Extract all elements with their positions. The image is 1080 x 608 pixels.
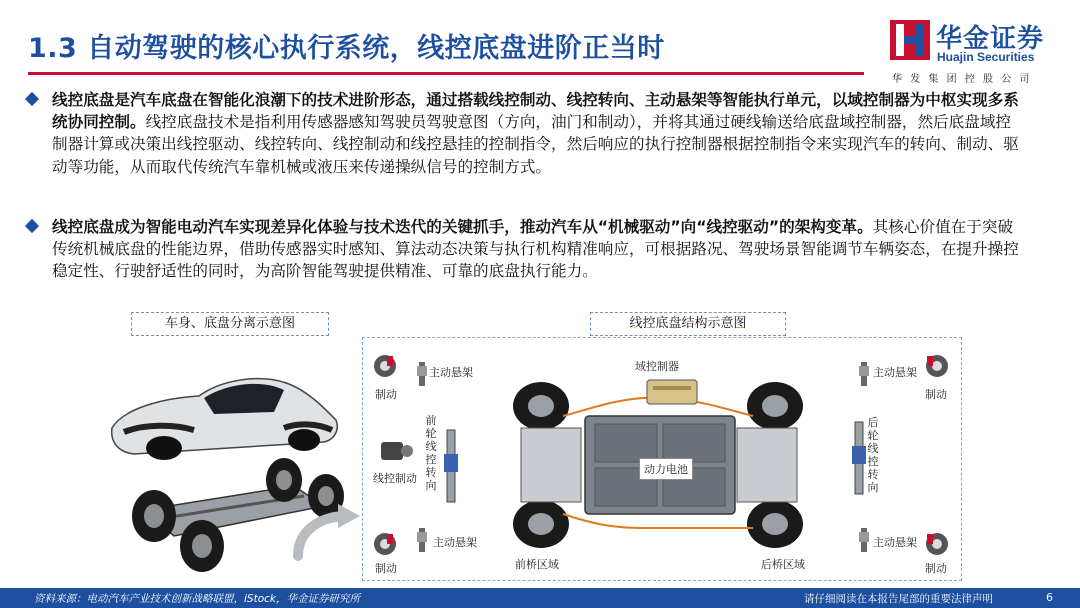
bullet-2-bold: 线控底盘成为智能电动汽车实现差异化体验与技术迭代的关键抓手，推动汽车从“机械驱动”向“线控驱动”的架构变革。 xyxy=(52,218,873,236)
brake-label-rear-bottom: 制动 xyxy=(925,562,947,575)
company-logo xyxy=(890,20,1060,85)
diamond-bullet-icon xyxy=(25,219,39,233)
brake-by-wire-unit-icon xyxy=(381,442,413,460)
car-body-image xyxy=(112,379,338,460)
front-steer-label: 前轮线控转向 xyxy=(425,414,437,492)
brake-disc-icon xyxy=(926,355,948,377)
rear-axle-label: 后桥区域 xyxy=(761,558,805,571)
battery-label: 动力电池 xyxy=(639,458,693,480)
left-figure-caption: 车身、底盘分离示意图 xyxy=(131,312,329,336)
suspension-label-front-top: 主动悬架 xyxy=(429,366,473,379)
brake-label-front-top: 制动 xyxy=(375,388,397,401)
bullet-2 xyxy=(52,216,1024,283)
front-axle-label: 前桥区域 xyxy=(515,558,559,571)
by-wire-chassis-diagram xyxy=(362,337,962,581)
bullet-2-text: 其核心价值在于突破传统机械底盘的性能边界，借助传感器实时感知、算法动态决策与执行机构精准响应，可根据路况、驾驶场景智能调节车辆姿态，在提升操控稳定性、行驶舒适性的同时，为高阶智能驾驶提供精准、可靠的底盘执行能力。 xyxy=(52,218,1019,281)
title-divider xyxy=(28,72,864,75)
footer-bar xyxy=(0,588,1080,608)
bullet-1-text: 线控底盘技术是指利用传感器感知驾驶员驾驶意图（方向，油门和制动），并将其通过硬线输送给底盘域控制器，然后底盘域控制器计算或决策出线控驱动、线控转向、线控制动和线控悬挂的控制指令，然后响应的执行控制器根据控制指令来实现汽车的转向、制动、驱动等功能，从而取代传统汽车靠机械或液压来传递操纵信号的控制方式。 xyxy=(52,113,1019,176)
suspension-label-rear-bottom: 主动悬架 xyxy=(873,536,917,549)
suspension-strut-icon xyxy=(859,528,869,552)
curved-arrow-icon xyxy=(290,500,364,564)
page-title: 1.3 自动驾驶的核心执行系统，线控底盘进阶正当时 xyxy=(28,33,665,64)
diamond-bullet-icon xyxy=(25,92,39,106)
brake-disc-icon xyxy=(374,355,396,377)
wheel-front-left-icon xyxy=(513,382,569,430)
suspension-label-front-bottom: 主动悬架 xyxy=(433,536,477,549)
front-steering-rack-icon xyxy=(444,430,458,502)
domain-controller-icon xyxy=(647,380,697,404)
brake-by-wire-label: 线控制动 xyxy=(373,472,417,485)
domain-controller-label: 域控制器 xyxy=(635,360,679,373)
bullet-1 xyxy=(52,89,1024,178)
page-number: 6 xyxy=(1046,591,1053,604)
brake-label-front-bottom: 制动 xyxy=(375,562,397,575)
suspension-strut-icon xyxy=(417,362,427,386)
wheel-front-right-icon xyxy=(513,500,569,548)
wheel-rear-right-icon xyxy=(747,500,803,548)
logo-subtitle: 华发集团控股公司 xyxy=(892,74,1038,85)
brake-disc-icon xyxy=(374,533,396,555)
suspension-strut-icon xyxy=(859,362,869,386)
logo-name-en: Huajin Securities xyxy=(937,50,1035,64)
legal-notice: 请仔细阅读在本报告尾部的重要法律声明 xyxy=(804,593,993,605)
source-note: 资料来源：电动汽车产业技术创新战略联盟，iStock，华金证券研究所 xyxy=(34,593,360,605)
rear-steer-label: 后轮线控转向 xyxy=(867,416,879,494)
brake-disc-icon xyxy=(926,533,948,555)
suspension-label-rear-top: 主动悬架 xyxy=(873,366,917,379)
brake-label-rear-top: 制动 xyxy=(925,388,947,401)
rear-steering-rack-icon xyxy=(852,422,866,494)
suspension-strut-icon xyxy=(417,528,427,552)
logo-mark-icon xyxy=(890,20,930,60)
wheel-rear-left-icon xyxy=(747,382,803,430)
right-figure-caption: 线控底盘结构示意图 xyxy=(590,312,786,336)
logo-name-cn: 华金证券 xyxy=(936,24,1045,54)
bullet-1-bold: 线控底盘是汽车底盘在智能化浪潮下的技术进阶形态，通过搭载线控制动、线控转向、主动悬架等智能执行单元，以域控制器为中枢实现多系统协同控制。 xyxy=(52,91,1019,132)
